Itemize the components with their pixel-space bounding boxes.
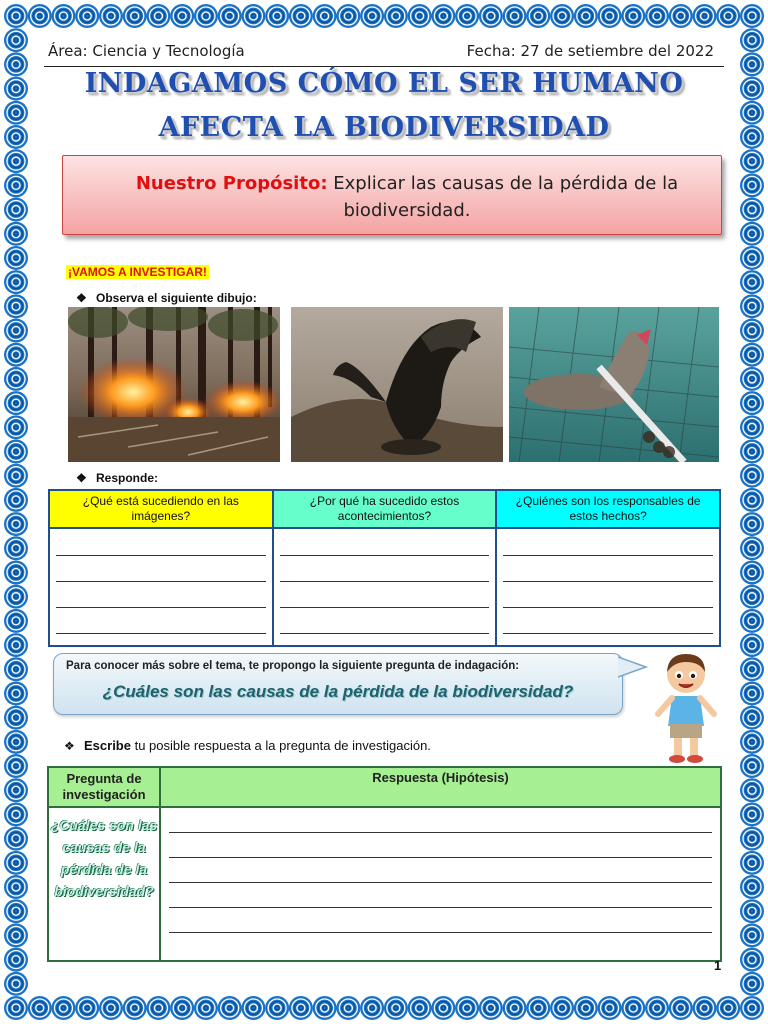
swirl-ornament-icon — [146, 4, 170, 28]
swirl-ornament-icon — [740, 512, 764, 536]
purpose-label: Nuestro Propósito: — [135, 173, 328, 194]
swirl-ornament-icon — [218, 4, 242, 28]
swirl-ornament-icon — [455, 996, 479, 1020]
swirl-ornament-icon — [479, 4, 503, 28]
swirl-ornament-icon — [740, 923, 764, 947]
swirl-ornament-icon — [289, 4, 313, 28]
swirl-ornament-icon — [574, 996, 598, 1020]
swirl-ornament-icon — [740, 536, 764, 560]
swirl-ornament-icon — [740, 149, 764, 173]
swirl-ornament-icon — [384, 4, 408, 28]
answers-row — [49, 528, 720, 646]
hypothesis-column-header: Respuesta (Hipótesis) — [160, 767, 721, 807]
swirl-ornament-icon — [4, 802, 28, 826]
speech-bubble — [53, 653, 623, 715]
swirl-ornament-icon — [503, 996, 527, 1020]
question-header-who: ¿Quiénes son los responsables de estos hechos? — [496, 490, 720, 528]
swirl-ornament-icon — [4, 464, 28, 488]
swirl-ornament-icon — [4, 778, 28, 802]
inquiry-question: ¿Cuáles son las causas de la pérdida de la biodiversidad? — [102, 682, 574, 701]
swirl-ornament-icon — [740, 173, 764, 197]
swirl-ornament-icon — [740, 996, 764, 1020]
swirl-ornament-icon — [4, 657, 28, 681]
answer-cell-what[interactable] — [49, 528, 273, 646]
swirl-ornament-icon — [4, 827, 28, 851]
swirl-ornament-icon — [4, 367, 28, 391]
swirl-ornament-icon — [4, 246, 28, 270]
swirl-ornament-icon — [740, 633, 764, 657]
swirl-ornament-icon — [4, 972, 28, 996]
purpose-text — [123, 170, 691, 224]
swirl-ornament-icon — [740, 802, 764, 826]
write-text: tu posible respuesta a la pregunta de investigación. — [130, 738, 431, 753]
swirl-ornament-icon — [265, 996, 289, 1020]
swirl-ornament-icon — [740, 270, 764, 294]
swirl-ornament-icon — [336, 4, 360, 28]
swirl-ornament-icon — [241, 996, 265, 1020]
swirl-ornament-icon — [740, 343, 764, 367]
swirl-ornament-icon — [4, 4, 28, 28]
observe-instruction — [76, 291, 257, 305]
investigate-heading: ¡VAMOS A INVESTIGAR! — [68, 265, 207, 279]
swirl-ornament-icon — [740, 28, 764, 52]
swirl-ornament-icon — [740, 778, 764, 802]
swirl-ornament-icon — [28, 4, 52, 28]
swirl-ornament-icon — [4, 681, 28, 705]
swirl-ornament-icon — [336, 996, 360, 1020]
swirl-ornament-icon — [51, 4, 75, 28]
swirl-ornament-icon — [740, 730, 764, 754]
hypothesis-row — [48, 807, 721, 961]
swirl-ornament-icon — [455, 4, 479, 28]
swirl-ornament-icon — [4, 28, 28, 52]
swirl-ornament-icon — [503, 4, 527, 28]
diamond-bullet-icon: ❖ — [76, 291, 87, 305]
swirl-ornament-icon — [740, 222, 764, 246]
swirl-ornament-icon — [4, 536, 28, 560]
swirl-ornament-icon — [740, 488, 764, 512]
swirl-ornament-icon — [75, 996, 99, 1020]
swirl-ornament-icon — [740, 609, 764, 633]
swirl-ornament-icon — [574, 4, 598, 28]
question-header-what: ¿Qué está sucediendo en las imágenes? — [49, 490, 273, 528]
subject-area: Área: Ciencia y Tecnología — [48, 42, 245, 60]
answer-cell-why[interactable] — [273, 528, 497, 646]
swirl-ornament-icon — [170, 4, 194, 28]
swirl-ornament-icon — [598, 4, 622, 28]
swirl-ornament-icon — [99, 4, 123, 28]
swirl-ornament-icon — [669, 996, 693, 1020]
swirl-ornament-icon — [4, 706, 28, 730]
swirl-ornament-icon — [526, 4, 550, 28]
swirl-ornament-icon — [194, 996, 218, 1020]
header-bar — [44, 38, 724, 67]
swirl-ornament-icon — [4, 415, 28, 439]
swirl-ornament-icon — [218, 996, 242, 1020]
swirl-ornament-icon — [4, 875, 28, 899]
swirl-ornament-icon — [740, 367, 764, 391]
swirl-ornament-icon — [4, 754, 28, 778]
questions-header-row — [49, 490, 720, 528]
swirl-ornament-icon — [4, 149, 28, 173]
oiled-bird-image — [291, 307, 503, 462]
swirl-ornament-icon — [740, 948, 764, 972]
swirl-ornament-icon — [716, 4, 740, 28]
swirl-ornament-icon — [740, 246, 764, 270]
swirl-ornament-icon — [740, 294, 764, 318]
question-column-header: Pregunta de investigación — [48, 767, 160, 807]
swirl-ornament-icon — [550, 996, 574, 1020]
swirl-ornament-icon — [4, 391, 28, 415]
swirl-ornament-icon — [313, 4, 337, 28]
swirl-ornament-icon — [4, 899, 28, 923]
swirl-ornament-icon — [4, 633, 28, 657]
page-title-line-2: AFECTA LA BIODIVERSIDAD — [158, 112, 610, 143]
swirl-ornament-icon — [740, 585, 764, 609]
forest-fire-image — [68, 307, 280, 462]
swirl-ornament-icon — [313, 996, 337, 1020]
questions-table — [48, 489, 721, 647]
swirl-ornament-icon — [740, 198, 764, 222]
boy-character-icon — [650, 648, 722, 766]
swirl-ornament-icon — [740, 681, 764, 705]
swirl-ornament-icon — [265, 4, 289, 28]
swirl-ornament-icon — [693, 996, 717, 1020]
swirl-ornament-icon — [146, 996, 170, 1020]
swirl-ornament-icon — [4, 270, 28, 294]
swirl-ornament-icon — [241, 4, 265, 28]
answer-cell-who[interactable] — [496, 528, 720, 646]
swirl-ornament-icon — [431, 996, 455, 1020]
swirl-ornament-icon — [716, 996, 740, 1020]
swirl-ornament-icon — [360, 4, 384, 28]
swirl-ornament-icon — [740, 415, 764, 439]
swirl-ornament-icon — [740, 319, 764, 343]
swirl-ornament-icon — [4, 512, 28, 536]
swirl-ornament-icon — [740, 972, 764, 996]
seal-in-net-image — [509, 307, 719, 462]
swirl-ornament-icon — [740, 560, 764, 584]
swirl-ornament-icon — [740, 4, 764, 28]
swirl-ornament-icon — [740, 754, 764, 778]
write-verb: Escribe — [84, 738, 131, 753]
write-instruction — [64, 738, 431, 753]
swirl-ornament-icon — [4, 294, 28, 318]
swirl-ornament-icon — [4, 319, 28, 343]
swirl-ornament-icon — [550, 4, 574, 28]
swirl-ornament-icon — [408, 996, 432, 1020]
swirl-ornament-icon — [4, 851, 28, 875]
respond-instruction — [76, 471, 158, 485]
swirl-ornament-icon — [4, 222, 28, 246]
swirl-ornament-icon — [4, 585, 28, 609]
swirl-ornament-icon — [740, 875, 764, 899]
page-number: 1 — [714, 958, 722, 973]
swirl-ornament-icon — [99, 996, 123, 1020]
swirl-ornament-icon — [740, 706, 764, 730]
swirl-ornament-icon — [4, 343, 28, 367]
respond-text: Responde: — [96, 471, 159, 485]
swirl-ornament-icon — [360, 996, 384, 1020]
swirl-ornament-icon — [431, 4, 455, 28]
swirl-ornament-icon — [740, 851, 764, 875]
hypothesis-header-row — [48, 767, 721, 807]
swirl-ornament-icon — [645, 996, 669, 1020]
swirl-ornament-icon — [4, 440, 28, 464]
swirl-ornament-icon — [621, 996, 645, 1020]
question-header-why: ¿Por qué ha sucedido estos acontecimientos? — [273, 490, 497, 528]
swirl-ornament-icon — [51, 996, 75, 1020]
swirl-ornament-icon — [621, 4, 645, 28]
swirl-ornament-icon — [740, 464, 764, 488]
swirl-ornament-icon — [693, 4, 717, 28]
swirl-ornament-icon — [408, 4, 432, 28]
swirl-ornament-icon — [4, 923, 28, 947]
swirl-ornament-icon — [123, 4, 147, 28]
swirl-ornament-icon — [598, 996, 622, 1020]
swirl-ornament-icon — [4, 996, 28, 1020]
swirl-ornament-icon — [740, 899, 764, 923]
swirl-ornament-icon — [4, 948, 28, 972]
swirl-ornament-icon — [170, 996, 194, 1020]
swirl-ornament-icon — [384, 996, 408, 1020]
hypothesis-answer-area[interactable] — [160, 807, 721, 961]
hypothesis-table — [47, 766, 722, 962]
swirl-ornament-icon — [123, 996, 147, 1020]
swirl-ornament-icon — [740, 657, 764, 681]
page-title-line-1: INDAGAMOS CÓMO EL SER HUMANO — [84, 68, 684, 99]
swirl-ornament-icon — [4, 560, 28, 584]
swirl-ornament-icon — [669, 4, 693, 28]
swirl-ornament-icon — [289, 996, 313, 1020]
observe-text: Observa el siguiente dibujo: — [96, 291, 257, 305]
swirl-ornament-icon — [479, 996, 503, 1020]
investigation-question: ¿Cuáles son las causas de la pérdida de la biodiversidad? — [48, 807, 160, 961]
swirl-ornament-icon — [4, 609, 28, 633]
purpose-description: Explicar las causas de la pérdida de la biodiversidad. — [327, 173, 679, 221]
swirl-ornament-icon — [526, 996, 550, 1020]
inquiry-intro: Para conocer más sobre el tema, te propongo la siguiente pregunta de indagación: — [66, 660, 520, 672]
swirl-ornament-icon — [4, 730, 28, 754]
swirl-ornament-icon — [4, 488, 28, 512]
swirl-ornament-icon — [740, 391, 764, 415]
swirl-ornament-icon — [4, 198, 28, 222]
swirl-ornament-icon — [194, 4, 218, 28]
diamond-bullet-icon: ❖ — [76, 471, 87, 485]
swirl-ornament-icon — [4, 173, 28, 197]
swirl-ornament-icon — [28, 996, 52, 1020]
diamond-bullet-icon: ❖ — [64, 739, 75, 753]
purpose-box — [62, 155, 722, 235]
swirl-ornament-icon — [75, 4, 99, 28]
swirl-ornament-icon — [740, 440, 764, 464]
swirl-ornament-icon — [740, 827, 764, 851]
date-label: Fecha: 27 de setiembre del 2022 — [466, 42, 714, 60]
swirl-ornament-icon — [645, 4, 669, 28]
bubble-tail-icon — [618, 655, 648, 681]
